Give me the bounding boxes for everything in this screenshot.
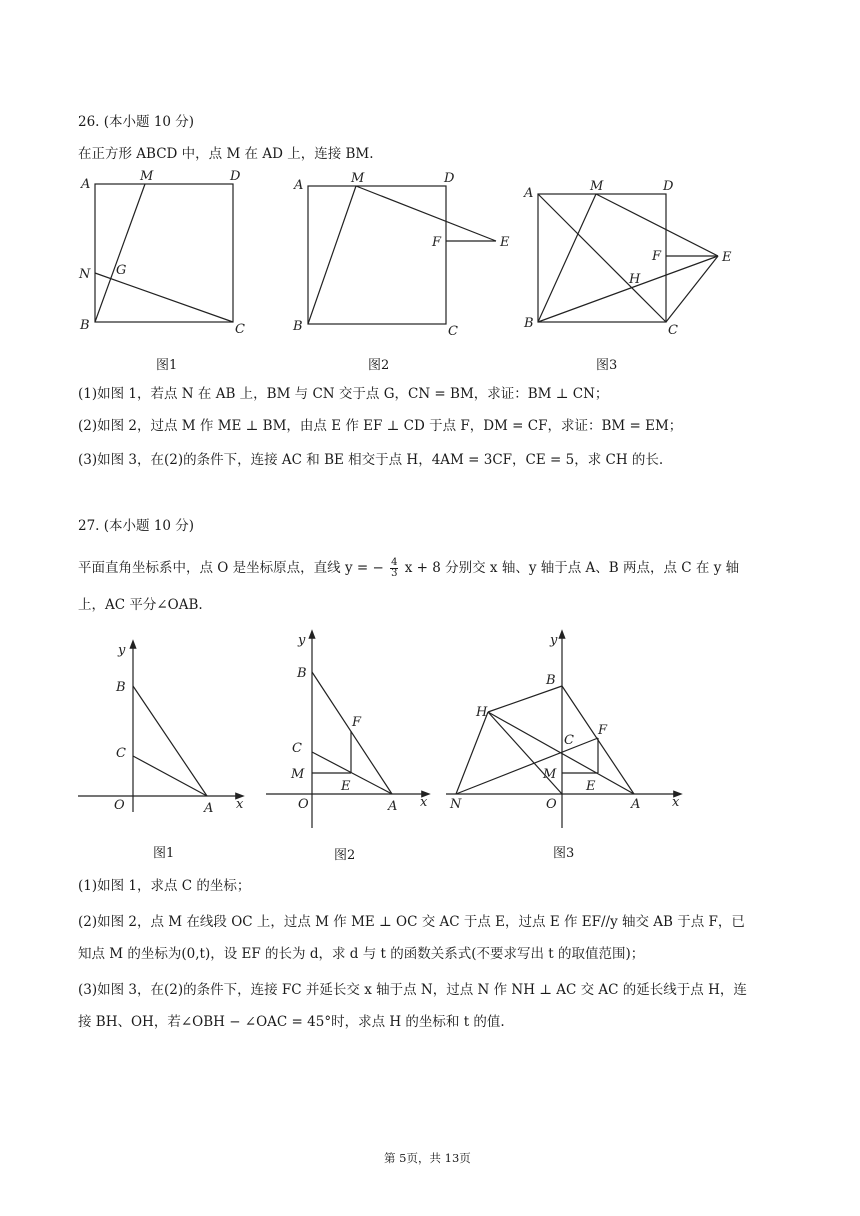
segment-bm: [538, 194, 596, 322]
label-b: B: [297, 666, 307, 681]
page-footer: 第 5页，共 13页: [384, 1151, 471, 1165]
label-x: x: [420, 795, 428, 810]
segment-nh: [456, 712, 488, 794]
label-a: A: [631, 797, 641, 812]
label-x: x: [236, 797, 244, 812]
segment-ac: [538, 194, 666, 322]
q27-header: 27. (本小题 10 分): [78, 518, 195, 534]
q27-figure-1: [70, 634, 260, 834]
label-d: D: [444, 171, 455, 186]
q27-part1: (1)如图 1，求点 C 的坐标；: [78, 878, 251, 894]
square-abcd: [308, 186, 446, 324]
q26-fig1-caption: 图1: [156, 358, 178, 373]
label-c: C: [668, 323, 678, 338]
q26-part2: (2)如图 2，过点 M 作 ME ⊥ BM，由点 E 作 EF ⊥ CD 于点 F，DM = CF，求证：BM = EM；: [78, 418, 683, 434]
q27-fig1-caption: 图1: [153, 846, 175, 861]
label-n: N: [450, 797, 462, 812]
segment-ab: [312, 672, 392, 794]
label-h: H: [629, 272, 641, 287]
label-m: M: [590, 179, 604, 194]
label-c: C: [292, 741, 302, 756]
label-y: y: [550, 633, 558, 648]
label-e: E: [341, 779, 351, 794]
segment-bm: [308, 186, 356, 324]
segment-hb: [488, 686, 562, 712]
q27-part3-line2: 接 BH、OH，若∠OBH − ∠OAC = 45°时，求点 H 的坐标和 t 的值.: [78, 1014, 505, 1030]
q26-fig3-caption: 图3: [596, 358, 618, 373]
label-y: y: [118, 643, 126, 658]
q26-intro: 在正方形 ABCD 中，点 M 在 AD 上，连接 BM.: [78, 146, 374, 162]
fraction-numerator: 4: [391, 557, 398, 568]
q26-fig2-caption: 图2: [368, 358, 390, 373]
label-d: D: [663, 179, 674, 194]
label-e: E: [500, 235, 510, 250]
q26-figure-1: [70, 166, 255, 346]
q27-intro-part-a: 平面直角坐标系中，点 O 是坐标原点，直线 y = −: [78, 560, 384, 576]
label-x: x: [672, 795, 680, 810]
label-b: B: [546, 673, 556, 688]
label-e: E: [722, 250, 732, 265]
q27-part2-line1: (2)如图 2，点 M 在线段 OC 上，过点 M 作 ME ⊥ OC 交 AC 于点 E，过点 E 作 EF//y 轴交 AB 于点 F，已: [78, 914, 745, 930]
label-f: F: [652, 249, 662, 264]
label-a: A: [81, 177, 91, 192]
label-c: C: [235, 322, 245, 337]
fraction: [390, 558, 398, 579]
q27-fig2-caption: 图2: [334, 848, 356, 863]
q27-intro-line1: [78, 558, 739, 579]
label-f: F: [598, 723, 608, 738]
label-o: O: [298, 797, 309, 812]
label-o: O: [114, 798, 125, 813]
label-c: C: [564, 733, 574, 748]
q26-part1: (1)如图 1，若点 N 在 AB 上，BM 与 CN 交于点 G，CN = BM，求证：BM ⊥ CN；: [78, 386, 609, 402]
segment-be: [538, 256, 718, 322]
label-a: A: [204, 801, 214, 816]
segment-me: [356, 186, 496, 241]
q26-figure-2: [284, 166, 524, 346]
label-m: M: [291, 767, 305, 782]
q26-header: 26. (本小题 10 分): [78, 114, 195, 130]
label-o: O: [546, 797, 557, 812]
q27-intro-part-b: x + 8 分别交 x 轴、y 轴于点 A、B 两点，点 C 在 y 轴: [404, 560, 740, 576]
q27-intro-line2: 上，AC 平分∠OAB.: [78, 597, 203, 613]
label-m: M: [140, 169, 154, 184]
label-m: M: [351, 171, 365, 186]
label-c: C: [116, 746, 126, 761]
square-abcd: [95, 184, 233, 322]
q26-part3: (3)如图 3，在(2)的条件下，连接 AC 和 BE 相交于点 H，4AM = 3CF，CE = 5，求 CH 的长.: [78, 452, 664, 468]
label-b: B: [293, 319, 303, 334]
label-c: C: [448, 324, 458, 339]
label-e: E: [586, 779, 596, 794]
segment-nf: [456, 738, 598, 794]
label-a: A: [294, 178, 304, 193]
q27-figure-2: [262, 628, 442, 834]
label-a: A: [524, 186, 534, 201]
q27-fig3-caption: 图3: [553, 846, 575, 861]
label-g: G: [116, 263, 127, 278]
label-y: y: [298, 633, 306, 648]
label-f: F: [352, 715, 362, 730]
fraction-denominator: 3: [391, 568, 398, 579]
segment-bm: [95, 184, 145, 322]
label-m: M: [543, 767, 557, 782]
segment-ac: [133, 756, 207, 796]
q26-figure-3: [516, 170, 746, 346]
segment-ab: [133, 686, 207, 796]
segment-me: [596, 194, 718, 256]
label-b: B: [524, 316, 534, 331]
label-a: A: [388, 799, 398, 814]
segment-nc: [95, 273, 233, 322]
q27-part2-line2: 知点 M 的坐标为(0,t)，设 EF 的长为 d，求 d 与 t 的函数关系式(不要求写出 t 的取值范围)；: [78, 946, 645, 962]
label-h: H: [476, 705, 488, 720]
q27-figure-3: [440, 628, 690, 834]
label-n: N: [79, 267, 91, 282]
label-b: B: [116, 680, 126, 695]
label-d: D: [230, 169, 241, 184]
label-b: B: [80, 318, 90, 333]
q27-part3-line1: (3)如图 3，在(2)的条件下，连接 FC 并延长交 x 轴于点 N，过点 N 作 NH ⊥ AC 交 AC 的延长线于点 H，连: [78, 982, 747, 998]
label-f: F: [432, 235, 442, 250]
